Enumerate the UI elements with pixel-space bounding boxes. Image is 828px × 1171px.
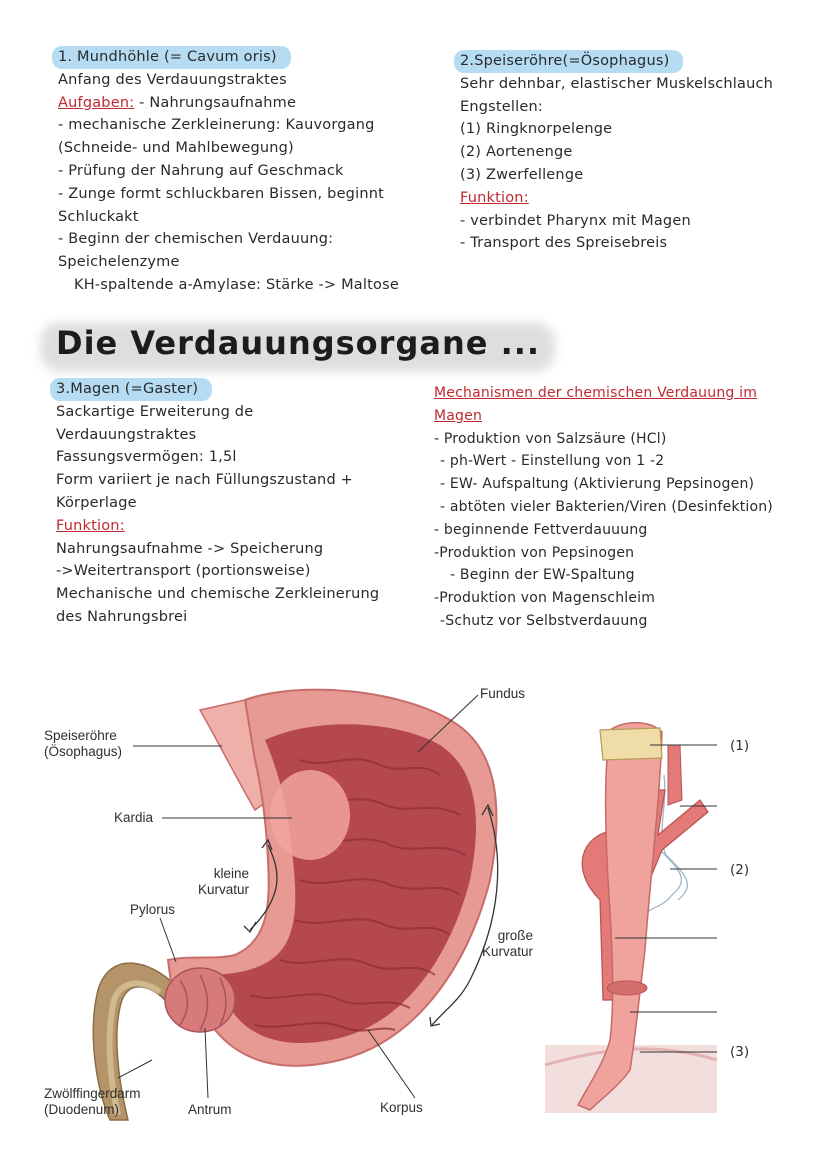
label-kleine-1: kleine xyxy=(213,866,250,881)
aufgaben-label: Aufgaben: xyxy=(58,94,135,111)
esophagus-illustration xyxy=(545,723,717,1113)
mundhoehle-line: - Zunge formt schluckbaren Bissen, beginnt xyxy=(58,185,384,202)
label-zwoelf-2: (Duodenum) xyxy=(44,1102,120,1117)
label-fundus: Fundus xyxy=(480,686,526,701)
mundhoehle-line: Schluckakt xyxy=(58,208,139,225)
mechanismen-line: - EW- Aufspaltung (Aktivierung Pepsinogen) xyxy=(440,476,755,493)
label-kleine-2: Kurvatur xyxy=(198,882,250,897)
esophagus-marker-2: (2) xyxy=(730,862,750,878)
page-title: Die Verdauungsorgane ... xyxy=(56,324,541,362)
magen-line: Fassungsvermögen: 1,5l xyxy=(56,449,237,466)
mundhoehle-line: (Schneide- und Mahlbewegung) xyxy=(58,140,294,157)
mechanismen-heading-2: Magen xyxy=(434,407,483,424)
mechanismen-line: -Produktion von Magenschleim xyxy=(434,590,656,607)
label-grosse-kurvatur xyxy=(482,928,533,960)
esophagus-marker-1: (1) xyxy=(730,738,750,754)
mundhoehle-line: - Prüfung der Nahrung auf Geschmack xyxy=(58,162,344,179)
magen-funktion-line: des Nahrungsbrei xyxy=(56,608,188,625)
label-korpus: Korpus xyxy=(380,1100,423,1115)
label-grosse-1: große xyxy=(497,928,534,943)
mundhoehle-intro: Anfang des Verdauungstraktes xyxy=(58,71,287,88)
magen-funktion-label: Funktion: xyxy=(56,517,125,534)
speiseroehre-funktion-line: - verbindet Pharynx mit Magen xyxy=(460,212,691,229)
magen-line: Körperlage xyxy=(56,494,137,511)
heading-mundhoehle: 1. Mundhöhle (= Cavum oris) xyxy=(52,46,291,69)
label-zwoelffingerdarm xyxy=(44,1086,141,1118)
speiseroehre-funktion-line: - Transport des Spreisebreis xyxy=(460,235,668,252)
kardia-region xyxy=(270,770,350,860)
mechanismen-line: - Produktion von Salzsäure (HCl) xyxy=(434,430,667,447)
label-pylorus: Pylorus xyxy=(130,902,176,917)
speiseroehre-line: (1) Ringknorpelenge xyxy=(460,121,613,138)
mundhoehle-line: - mechanische Zerkleinerung: Kauvorgang xyxy=(58,117,375,134)
label-speiseroehre-2: (Ösophagus) xyxy=(44,744,123,759)
speiseroehre-line: Engstellen: xyxy=(460,98,543,115)
aorta-branch xyxy=(668,745,682,805)
magen-funktion-line: Mechanische und chemische Zerkleinerung xyxy=(56,586,380,603)
label-speiseroehre xyxy=(44,728,122,760)
pylorus-region xyxy=(165,968,235,1032)
speiseroehre-funktion-label: Funktion: xyxy=(460,189,529,206)
mechanismen-heading-1: Mechanismen der chemischen Verdauung im xyxy=(434,385,758,401)
esophagus-cut-ring xyxy=(607,981,647,995)
mechanismen-line: - ph-Wert - Einstellung von 1 -2 xyxy=(440,453,665,470)
label-speiseroehre-1: Speiseröhre xyxy=(44,728,117,743)
label-kardia: Kardia xyxy=(114,810,154,825)
magen-line: Sackartige Erweiterung de xyxy=(56,403,254,420)
mundhoehle-last-line: KH-spaltende a-Amylase: Stärke -> Maltose xyxy=(74,276,399,293)
magen-line: Verdauungstraktes xyxy=(56,426,197,443)
esophagus-marker-3: (3) xyxy=(730,1044,750,1060)
label-grosse-2: Kurvatur xyxy=(482,944,534,959)
heading-magen: 3.Magen (=Gaster) xyxy=(50,378,212,401)
magen-line: Form variiert je nach Füllungszustand + xyxy=(56,472,354,489)
mechanismen-line: - beginnende Fettverdauuung xyxy=(434,521,648,538)
magen-funktion-line: Nahrungsaufnahme -> Speicherung xyxy=(56,540,324,557)
mundhoehle-line: Speichelenzyme xyxy=(58,254,180,271)
speiseroehre-line: (2) Aortenenge xyxy=(460,144,573,161)
speiseroehre-line: Sehr dehnbar, elastischer Muskelschlauch xyxy=(460,75,774,92)
aufgaben-first: - Nahrungsaufnahme xyxy=(134,94,297,111)
heading-speiseroehre: 2.Speiseröhre(=Ösophagus) xyxy=(454,50,683,73)
speiseroehre-line: (3) Zwerfellenge xyxy=(460,166,584,183)
mundhoehle-line: - Beginn der chemischen Verdauung: xyxy=(58,231,334,248)
mechanismen-line: -Produktion von Pepsinogen xyxy=(434,544,635,561)
mechanismen-line: -Schutz vor Selbstverdauung xyxy=(440,612,648,629)
mechanismen-line: - abtöten vieler Bakterien/Viren (Desinfektion) xyxy=(440,498,773,515)
ringknorpel-shape xyxy=(600,728,662,760)
label-zwoelf-1: Zwölffingerdarm xyxy=(44,1086,141,1101)
mechanismen-line: - Beginn der EW-Spaltung xyxy=(450,567,635,584)
label-kleine-kurvatur xyxy=(198,866,249,898)
label-antrum: Antrum xyxy=(188,1102,232,1117)
magen-funktion-line: ->Weitertransport (portionsweise) xyxy=(56,563,311,580)
